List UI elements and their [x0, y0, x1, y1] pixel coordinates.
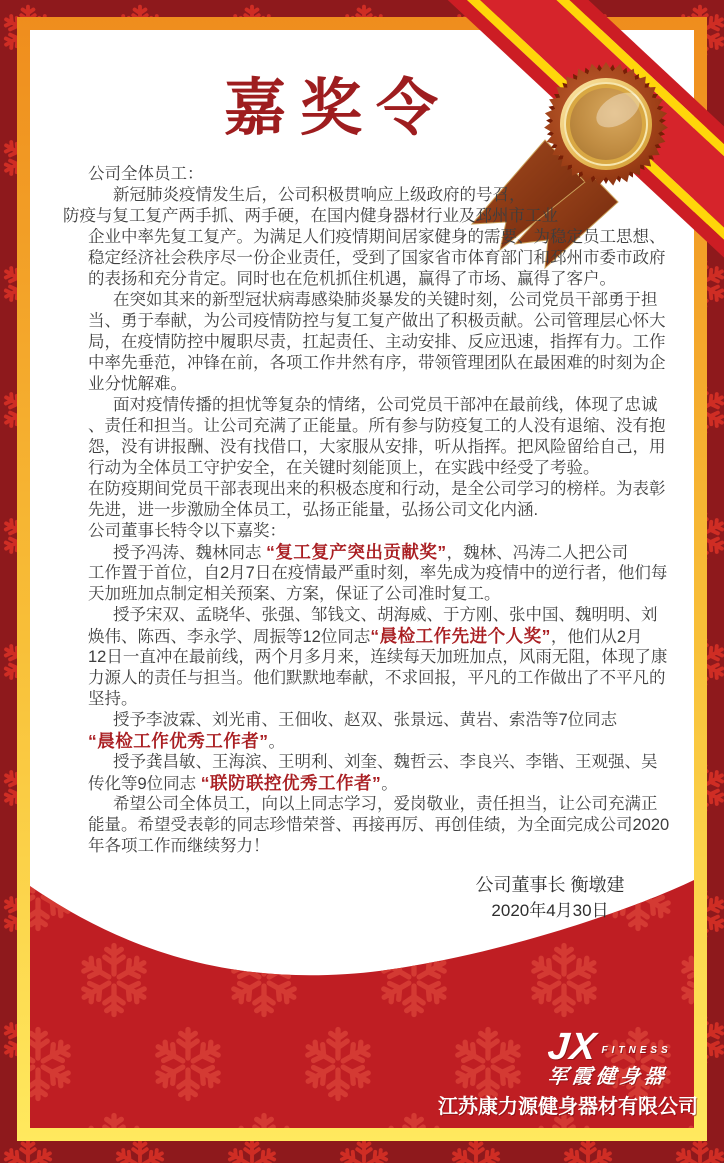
body-line: 怨，没有讲报酬、没有找借口，大家服从安排，听从指挥。把风险留给自己，用: [88, 438, 666, 456]
body-line: 行动为全体员工守护安全，在关键时刻能顶上，在实践中经受了考验。: [88, 459, 600, 477]
award-name: “晨检工作先进个人奖”: [370, 626, 551, 646]
body-line: 传化等9位同志 “联防联控优秀工作者”。: [88, 773, 398, 793]
body-line: 能量。希望受表彰的同志珍惜荣誉、再接再厉、再创佳绩，为全面完成公司2020: [88, 816, 670, 834]
body-line: 焕伟、陈西、李永学、周振等12位同志“晨检工作先进个人奖”，他们从2月: [88, 626, 643, 646]
jx-logo-fitness-label: FITNESS: [601, 1045, 672, 1056]
signature-date: 2020年4月30日: [491, 901, 609, 920]
body-line: 年各项工作而继续努力！: [88, 837, 270, 855]
jx-logo-initials: JX: [545, 1026, 599, 1068]
body-line: 面对疫情传播的担忧等复杂的情绪，公司党员干部冲在最前线，体现了忠诚: [113, 396, 658, 414]
body-line: 在防疫期间党员干部表现出来的积极态度和行动，是全公司学习的榜样。为表彰: [88, 480, 666, 498]
body-line: 授予冯涛、魏林同志 “复工复产突出贡献奖”，魏林、冯涛二人把公司: [113, 542, 629, 562]
body-line: 中率先垂范，冲锋在前，各项工作井然有序，带领管理团队在最困难的时刻为企: [88, 354, 666, 372]
award-name: “复工复产突出贡献奖”: [266, 542, 447, 562]
body-line: 授予龚昌敏、王海滨、王明利、刘奎、魏哲云、李良兴、李锴、王观强、吴: [113, 753, 658, 771]
body-line: 公司董事长特令以下嘉奖：: [88, 522, 286, 540]
salutation: 公司全体员工：: [88, 165, 204, 183]
award-name: “联防联控优秀工作者”: [200, 773, 382, 793]
brand-name: 军霞健身器: [546, 1066, 669, 1088]
body-line: 企业中率先复工复产。为满足人们疫情期间居家健身的需要、为稳定员工思想、: [88, 228, 666, 246]
body-line: 授予李波霖、刘光甫、王佃收、赵双、张景远、黄岩、索浩等7位同志: [113, 711, 618, 729]
body-line: 新冠肺炎疫情发生后，公司积极贯响应上级政府的号召，: [113, 186, 526, 204]
body-line: “晨检工作优秀工作者”。: [88, 731, 285, 751]
body-line: 局，在疫情防控中履职尽责，扛起责任、主动安排、反应迅速，指挥有力。工作: [88, 333, 666, 351]
body-line: 工作置于首位，自2月7日在疫情最严重时刻，率先成为疫情中的逆行者，他们每: [88, 564, 668, 582]
body-line: 的表扬和充分肯定。同时也在危机抓住机遇，赢得了市场、赢得了客户。: [88, 270, 616, 288]
company-name: 江苏康力源健身器材有限公司: [438, 1096, 698, 1118]
letter-body: [63, 185, 670, 857]
body-line: 12日一直冲在最前线，两个月多月来，连续每天加班加点，风雨无阻，体现了康: [88, 648, 668, 666]
body-line: 天加班加点制定相关预案、方案，保证了公司准时复工。: [88, 585, 501, 603]
award-name: “晨检工作优秀工作者”: [88, 731, 269, 751]
page-title: 嘉奖令: [223, 71, 452, 144]
chairman-signature: 公司董事长 衡墩建: [475, 875, 625, 895]
body-line: 防疫与复工复产两手抓、两手硬，在国内健身器材行业及邳州市工业: [63, 207, 558, 225]
body-line: 力源人的责任与担当。他们默默地奉献，不求回报，平凡的工作做出了不平凡的: [88, 669, 666, 687]
body-line: 稳定经济社会秩序尽一份企业责任，受到了国家省市体育部门和邳州市委市政府: [88, 249, 666, 267]
body-line: 先进，进一步激励全体员工，弘扬正能量，弘扬公司文化内涵.: [88, 501, 539, 519]
body-line: 坚持。: [88, 690, 138, 708]
body-line: 授予宋双、孟晓华、张强、邹钱文、胡海威、于方刚、张中国、魏明明、刘: [113, 606, 658, 624]
body-line: 、责任和担当。让公司充满了正能量。所有参与防疫复工的人没有退缩、没有抱: [88, 417, 666, 435]
body-line: 当、勇于奉献，为公司疫情防控与复工复产做出了积极贡献。公司管理层心怀大: [88, 312, 666, 330]
body-line: 希望公司全体员工，向以上同志学习，爱岗敬业，责任担当，让公司充满正: [113, 795, 658, 813]
body-line: 在突如其来的新型冠状病毒感染肺炎暴发的关键时刻，公司党员干部勇于担: [113, 291, 658, 309]
body-line: 业分忧解难。: [88, 375, 187, 393]
signature-block: [420, 872, 680, 923]
